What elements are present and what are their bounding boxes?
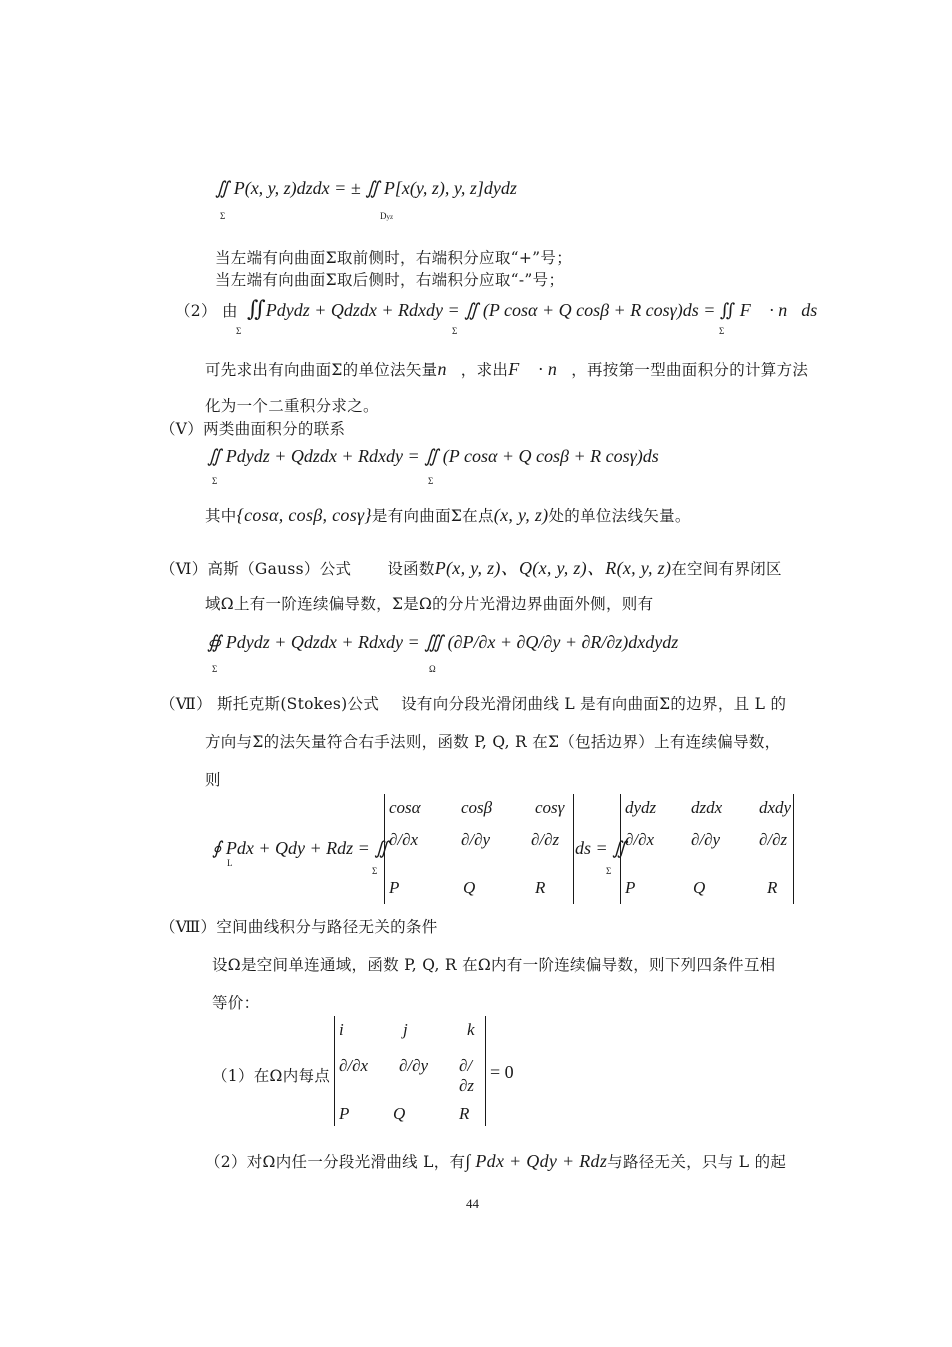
formula-gauss: ∯ Pdydz + Qdzdx + Rdxdy = ∭ (∂P/∂x + ∂Q/∂y + ∂R/∂z)dxdydz <box>207 632 679 652</box>
section-7-then: 则 <box>205 771 221 789</box>
det-cell: ∂/∂y <box>399 1056 429 1075</box>
subscript-sigma: Σ <box>719 326 725 336</box>
det-cell: ∂/∂y <box>691 830 721 849</box>
det-cell: Q <box>693 878 706 897</box>
det-cell: R <box>767 878 778 897</box>
subscript-sigma: Σ <box>212 476 218 486</box>
formula-text: ∬ P(x, y, z)dzdx = ± ∬ P[x(y, z), y, z]dydz <box>215 178 517 198</box>
condition-1-label: （1）在Ω内每点 <box>212 1067 331 1085</box>
det-cell: P <box>389 878 400 897</box>
det-cell: ∂/∂y <box>461 830 491 849</box>
det-cell: dxdy <box>759 798 792 817</box>
subscript-sigma: Σ <box>212 664 218 674</box>
stokes-mid: ds = ∬ <box>575 838 627 858</box>
formula-surface-projection <box>215 178 517 199</box>
det-cell: Q <box>463 878 476 897</box>
det-cell: k⃗ <box>467 1020 488 1039</box>
det-cell: cosα <box>389 798 421 817</box>
stokes-lhs: ∮ Pdx + Qdy + Rdz = ∬ <box>212 838 389 858</box>
stokes-determinant-1 <box>384 794 574 904</box>
subscript-sigma: Σ <box>372 866 378 876</box>
det-cell: ∂/∂z <box>759 830 788 849</box>
det-cell: dzdx <box>691 798 723 817</box>
subscript-sigma: Σ <box>606 866 612 876</box>
integral-subscript-sigma: Σ <box>220 211 226 221</box>
det-cell: i⃗ <box>339 1020 357 1039</box>
section-6-condition: 域Ω上有一阶连续偏导数，Σ是Ω的分片光滑边界曲面外侧，则有 <box>205 595 654 613</box>
item-2-description-cont: 化为一个二重积分求之。 <box>205 397 379 415</box>
item-2-description: 可先求出有向曲面Σ的单位法矢量n⃗，求出F⃗ · n⃗，再按第一型曲面积分的计算方法 <box>205 359 809 379</box>
det-cell: ∂/∂z <box>531 830 560 849</box>
section-8-condition: 设Ω是空间单连通域，函数 P, Q, R 在Ω内有一阶连续偏导数，则下列四条件互相 <box>212 956 776 974</box>
section-8-equivalent: 等价： <box>212 994 260 1012</box>
det-cell: cosγ <box>535 798 565 817</box>
det-cell: Q <box>393 1104 406 1123</box>
subscript-sigma: Σ <box>236 326 242 336</box>
section-5-title: （Ⅴ）两类曲面积分的联系 <box>160 420 346 438</box>
integral-subscript-dyz: Dyz <box>380 211 394 221</box>
section-5-description: 其中{cosα, cosβ, cosγ}是有向曲面Σ在点(x, y, z)处的单位法线矢量。 <box>205 505 691 525</box>
det-cell: ∂/∂x <box>625 830 655 849</box>
stokes-determinant-2 <box>620 794 794 904</box>
det-cell: j⃗ <box>403 1020 421 1039</box>
det-cell: R <box>535 878 546 897</box>
condition-2: （2）对Ω内任一分段光滑曲线 L，有∫ Pdx + Qdy + Rdz与路径无关，只与 L 的起 <box>205 1151 787 1171</box>
rule-front-side: 当左端有向曲面Σ取前侧时，右端积分应取“+”号； <box>215 249 572 267</box>
det-cell: P <box>625 878 636 897</box>
det-cell: P <box>339 1104 350 1123</box>
section-7-title: （Ⅶ） 斯托克斯(Stokes)公式 设有向分段光滑闭曲线 L 是有向曲面Σ的边界，且 L 的 <box>160 695 787 713</box>
formula-surface-link: ∬ Pdydz + Qdzdx + Rdxdy = ∬ (P cosα + Q cosβ + R cosγ)ds <box>207 446 659 466</box>
curl-determinant <box>334 1016 486 1126</box>
section-8-title: （Ⅷ）空间曲线积分与路径无关的条件 <box>160 918 438 936</box>
subscript-sigma: Σ <box>452 326 458 336</box>
section-7-condition: 方向与Σ的法矢量符合右手法则，函数 P, Q, R 在Σ（包括边界）上有连续偏导数， <box>205 733 781 751</box>
rule-back-side: 当左端有向曲面Σ取后侧时，右端积分应取“-”号； <box>215 271 565 289</box>
subscript-sigma: Σ <box>428 476 434 486</box>
subscript-L: L <box>227 858 233 868</box>
curl-equals-zero: = 0 <box>490 1062 514 1082</box>
formula-surface-relation: ∬Pdydz + Qdzdx + Rdxdy = ∬ (P cosα + Q cosβ + R cosγ)ds = ∬ F⃗ · n⃗ds <box>247 297 818 322</box>
det-cell: cosβ <box>461 798 493 817</box>
subscript-omega: Ω <box>429 664 436 674</box>
det-cell: dydz <box>625 798 657 817</box>
det-cell: ∂/∂x <box>389 830 419 849</box>
section-6-title: （Ⅵ）高斯（Gauss）公式 设函数P(x, y, z)、Q(x, y, z)、R(x, y, z)在空间有界闭区 <box>160 558 782 578</box>
det-cell: ∂/∂x <box>339 1056 369 1075</box>
page-number: 44 <box>466 1196 479 1211</box>
det-cell: ∂/∂z <box>459 1056 475 1095</box>
item-2-label: （2） 由 <box>175 302 238 320</box>
det-cell: R <box>459 1104 470 1123</box>
